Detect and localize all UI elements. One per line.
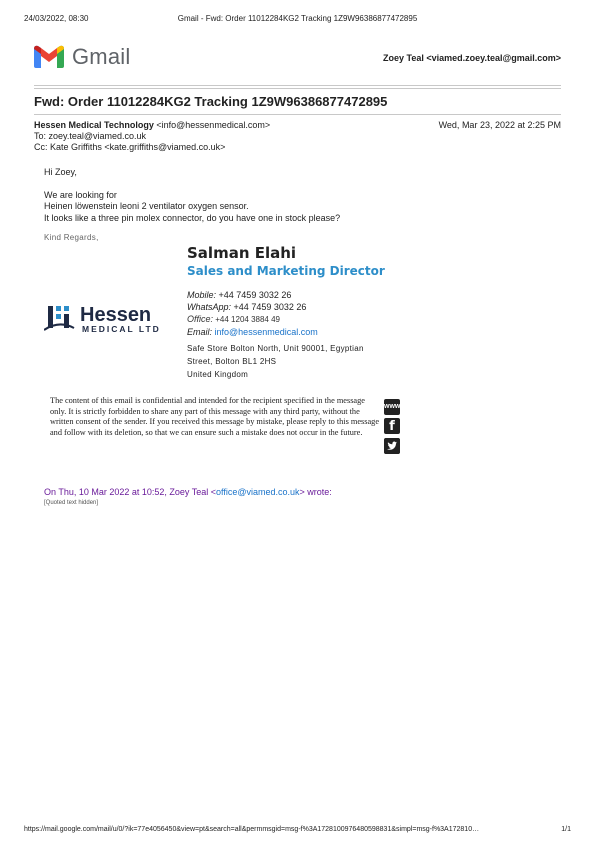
signature-contacts: [187, 289, 318, 338]
print-page-title: Gmail - Fwd: Order 11012284KG2 Tracking 1Z9W96386877472895: [177, 14, 418, 23]
sender-name: Hessen Medical Technology: [34, 120, 154, 130]
print-header: [24, 14, 571, 26]
greeting: Hi Zoey,: [44, 167, 77, 177]
web-icon[interactable]: www: [384, 399, 400, 415]
gmail-wordmark: Gmail: [72, 44, 131, 69]
quote-attribution: [44, 487, 332, 497]
signature-role: Sales and Marketing Director: [187, 264, 385, 278]
mobile-label: Mobile:: [187, 290, 217, 300]
quote-email-link[interactable]: office@viamed.co.uk: [216, 487, 300, 497]
email-row: [187, 326, 318, 338]
sent-date: Wed, Mar 23, 2022 at 2:25 PM: [438, 120, 561, 130]
body-line: Heinen löwenstein leoni 2 ventilator oxygen sensor.: [44, 201, 249, 211]
divider: [34, 114, 561, 115]
email-label: Email:: [187, 327, 213, 337]
page-number: 1/1: [561, 826, 571, 833]
address-line: Safe Store Bolton North, Unit 90001, Egyptian: [187, 344, 364, 353]
account-email: Zoey Teal <viamed.zoey.teal@gmail.com>: [382, 53, 561, 63]
whatsapp-label: WhatsApp:: [187, 302, 232, 312]
gmail-logo-icon[interactable]: [34, 45, 64, 68]
office-row: [187, 313, 318, 326]
print-url: https://mail.google.com/mail/u/0/?ik=77e4056450&view=pt&search=all&permmsgid=msg-f%3A1728100976480598831&simpl=msg-f%3A172810…: [24, 826, 480, 833]
divider: [34, 85, 561, 86]
body-line: We are looking for: [44, 189, 117, 200]
logo-wordmark: Hessen: [80, 304, 152, 326]
address-line: Street, Bolton BL1 2HS: [187, 357, 277, 366]
email-subject: Fwd: Order 11012284KG2 Tracking 1Z9W96386877472895: [34, 94, 388, 109]
whatsapp-value[interactable]: +44 7459 3032 26: [233, 302, 307, 312]
sign-off: Kind Regards,: [44, 233, 99, 242]
address-line: United Kingdom: [187, 370, 249, 379]
mobile-row: [187, 289, 318, 301]
facebook-icon[interactable]: f: [384, 418, 400, 434]
office-label: Office:: [187, 314, 214, 324]
email-header: [34, 120, 270, 153]
email-link[interactable]: info@hessenmedical.com: [214, 327, 318, 337]
logo-subtext: MEDICAL LTD: [82, 324, 161, 334]
body-line: It looks like a three pin molex connector, do you have one in stock please?: [44, 212, 341, 223]
divider: [34, 88, 561, 89]
quote-prefix: On Thu, 10 Mar 2022 at 10:52, Zoey Teal <: [44, 487, 217, 497]
email-body: [44, 167, 340, 224]
confidentiality-disclaimer: The content of this email is confidential and intended for the recipient specified in the message only. It is strictly forbidden to share any part of this message with any third party, without the written consent of the sender. If you received this message by mistake, please reply to this message and follow with its deletion, so that we can ensure such a mistake does not occur in the future.: [50, 396, 380, 437]
recipient-to: To: zoey.teal@viamed.co.uk: [34, 131, 147, 141]
office-value[interactable]: +44 1204 3884 49: [215, 315, 280, 324]
twitter-icon[interactable]: [384, 438, 400, 454]
mobile-value[interactable]: +44 7459 3032 26: [218, 290, 292, 300]
print-datetime: 24/03/2022, 08:30: [24, 14, 89, 23]
quoted-text-hidden[interactable]: [Quoted text hidden]: [44, 500, 99, 506]
signature-address: [187, 342, 364, 381]
hessen-medical-logo: [44, 300, 174, 336]
whatsapp-row: [187, 301, 318, 313]
sender-address: <info@hessenmedical.com>: [156, 120, 271, 130]
sender-line: [34, 120, 270, 131]
quote-suffix: > wrote:: [299, 487, 332, 497]
recipient-cc: Cc: Kate Griffiths <kate.griffiths@viamed.co.uk>: [34, 142, 226, 152]
signature-name: Salman Elahi: [187, 244, 297, 262]
